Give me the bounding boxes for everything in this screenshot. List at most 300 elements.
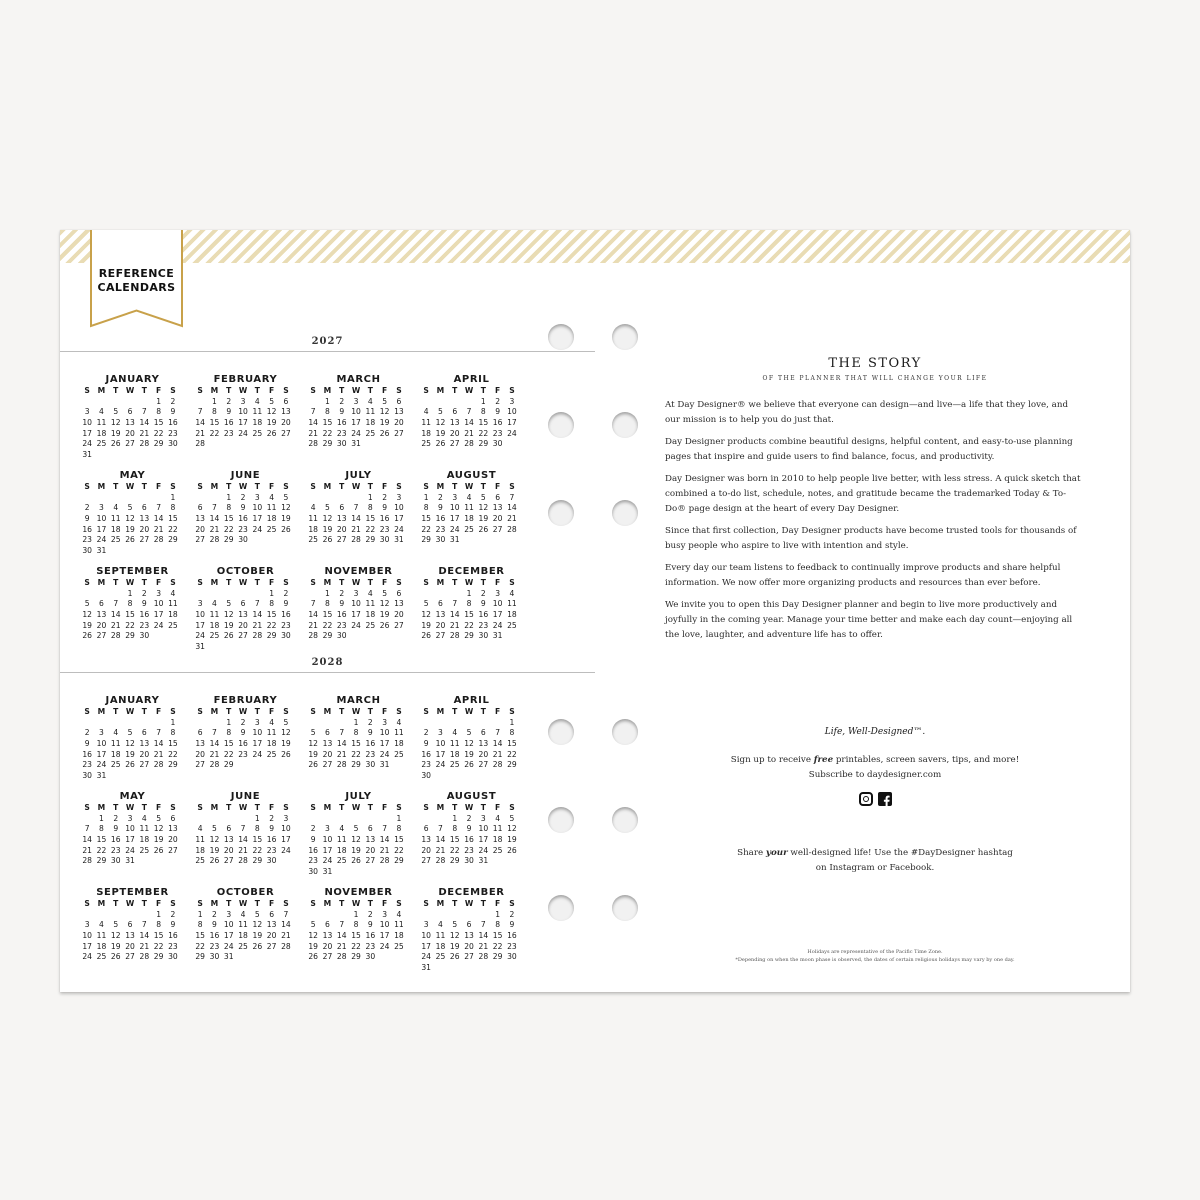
day-cell: 5 (325, 503, 330, 513)
day-cell: 16 (336, 610, 347, 620)
day-cell: 21 (209, 749, 220, 759)
day-cell (306, 589, 320, 600)
week-row (80, 599, 185, 610)
day-cell: 1 (197, 909, 203, 919)
weekday-label: M (323, 803, 332, 812)
week-row (193, 931, 298, 942)
day-cell: 14 (139, 931, 150, 941)
day-cell (335, 814, 349, 825)
month-name: FEBRUARY (213, 374, 278, 385)
day-cell: 27 (125, 439, 135, 449)
day-cell (80, 910, 94, 921)
binder-hole (612, 807, 638, 833)
day-cell: 9 (269, 824, 275, 834)
day-cell (137, 718, 151, 729)
weekday-label: F (269, 707, 275, 716)
year-divider (60, 672, 595, 673)
day-cell: 7 (495, 728, 501, 738)
subscribe-link[interactable]: Subscribe to daydesigner.com (808, 770, 942, 780)
month-name: MARCH (336, 695, 381, 706)
month-june (193, 790, 298, 867)
day-cell: 23 (464, 845, 474, 855)
day-cell: 22 (266, 620, 277, 630)
day-cell: 15 (195, 931, 205, 941)
month-name: APRIL (453, 374, 490, 385)
weekday-label: W (125, 707, 135, 716)
day-cell: 16 (266, 835, 277, 845)
week-row (193, 631, 298, 642)
weekday-label: S (509, 707, 515, 716)
day-cell: 23 (168, 428, 178, 438)
day-cell: 1 (156, 396, 162, 406)
weekday-header-row (193, 899, 298, 910)
day-cell: 12 (82, 610, 92, 620)
week-row (306, 835, 411, 846)
day-cell: 13 (336, 514, 347, 524)
weekday-label: T (339, 578, 345, 587)
day-cell: 13 (464, 931, 474, 941)
day-cell (250, 760, 264, 771)
day-cell: 29 (394, 856, 404, 866)
day-cell: 6 (396, 588, 402, 598)
week-row (193, 846, 298, 857)
weekday-label: S (197, 707, 203, 716)
week-row (419, 418, 524, 429)
day-cell: 12 (464, 739, 474, 749)
weekday-label: T (226, 482, 232, 491)
day-cell: 24 (252, 524, 263, 534)
day-cell (236, 952, 250, 963)
day-cell: 22 (209, 428, 220, 438)
day-cell (123, 546, 137, 557)
weekday-label: W (464, 707, 474, 716)
day-cell: 9 (84, 739, 90, 749)
day-cell (377, 952, 391, 963)
day-cell: 29 (351, 952, 361, 962)
week-row (306, 439, 411, 450)
day-cell: 31 (379, 760, 390, 770)
weekday-label: M (97, 803, 106, 812)
month-march (306, 694, 411, 771)
day-cell (505, 771, 519, 782)
month-name: APRIL (453, 695, 490, 706)
day-cell (123, 771, 137, 782)
day-cell: 22 (492, 941, 503, 951)
day-cell: 5 (113, 920, 119, 930)
footnote-line1: Holidays are representative of the Pacific Time Zone. (807, 949, 943, 955)
day-cell: 8 (99, 824, 104, 834)
day-cell: 24 (478, 845, 489, 855)
weekday-label: T (226, 386, 232, 395)
day-cell: 19 (266, 418, 277, 428)
day-cell: 21 (238, 845, 248, 855)
instagram-icon[interactable] (859, 792, 873, 806)
day-cell: 24 (507, 428, 517, 438)
day-cell: 19 (82, 620, 92, 630)
day-cell: 12 (110, 931, 121, 941)
day-cell: 9 (509, 920, 515, 930)
month-september (80, 565, 185, 642)
day-cell: 30 (82, 771, 92, 781)
month-name: JULY (345, 791, 372, 802)
day-cell: 26 (110, 952, 121, 962)
weekday-label: T (226, 803, 232, 812)
day-cell: 17 (252, 514, 263, 524)
day-cell: 10 (449, 503, 460, 513)
day-cell: 13 (266, 920, 277, 930)
day-cell (377, 439, 391, 450)
weekday-label: F (382, 578, 388, 587)
day-cell: 12 (308, 739, 318, 749)
week-row (80, 589, 185, 600)
week-row (80, 535, 185, 546)
day-cell: 15 (507, 739, 517, 749)
week-row (80, 739, 185, 750)
day-cell: 18 (394, 931, 404, 941)
day-cell: 17 (238, 418, 248, 428)
day-cell: 20 (195, 749, 205, 759)
day-cell: 29 (492, 952, 503, 962)
week-row (306, 610, 411, 621)
day-cell: 28 (379, 856, 390, 866)
day-cell: 26 (478, 524, 489, 534)
weekday-header-row (306, 578, 411, 589)
day-cell: 16 (238, 514, 248, 524)
day-cell: 17 (478, 835, 489, 845)
day-cell (377, 814, 391, 825)
day-cell: 15 (96, 835, 107, 845)
day-cell: 17 (125, 835, 135, 845)
day-cell: 6 (423, 824, 429, 834)
day-cell: 10 (421, 931, 431, 941)
day-cell: 5 (127, 503, 133, 513)
day-cell: 17 (153, 610, 164, 620)
day-cell (166, 771, 180, 782)
day-cell: 22 (223, 749, 234, 759)
day-cell: 25 (110, 760, 121, 770)
weekday-label: S (84, 578, 90, 587)
day-cell: 2 (170, 396, 176, 406)
day-cell (392, 760, 406, 771)
weekday-label: T (141, 803, 147, 812)
day-cell: 27 (168, 845, 178, 855)
day-cell: 28 (464, 439, 474, 449)
day-cell: 23 (82, 760, 92, 770)
day-cell (151, 718, 165, 729)
week-row (306, 920, 411, 931)
day-cell: 14 (82, 835, 92, 845)
weekday-label: T (480, 803, 486, 812)
day-cell: 6 (197, 503, 203, 513)
day-cell (109, 450, 123, 461)
week-row (419, 750, 524, 761)
day-cell (222, 642, 236, 653)
week-row (419, 931, 524, 942)
weekday-label: W (464, 386, 474, 395)
day-cell: 15 (464, 610, 474, 620)
week-row (80, 407, 185, 418)
weekday-label: S (170, 803, 176, 812)
day-cell: 28 (238, 856, 248, 866)
day-cell (279, 952, 293, 963)
day-cell: 24 (435, 760, 446, 770)
weekday-label: T (141, 482, 147, 491)
day-cell (109, 493, 123, 504)
weekday-label: S (170, 386, 176, 395)
weekday-label: S (84, 899, 90, 908)
day-cell: 23 (435, 524, 446, 534)
weekday-label: F (156, 803, 162, 812)
day-cell (137, 856, 151, 867)
day-cell (109, 910, 123, 921)
day-cell: 29 (153, 439, 164, 449)
day-cell: 31 (351, 439, 361, 449)
day-cell: 15 (168, 739, 178, 749)
weekday-label: T (452, 578, 458, 587)
week-row (193, 814, 298, 825)
day-cell: 8 (156, 920, 162, 930)
day-cell: 14 (238, 835, 248, 845)
day-cell: 17 (507, 418, 517, 428)
day-cell: 6 (283, 396, 289, 406)
share-post: well-designed life! Use the #DayDesigner hashtag (787, 848, 1013, 858)
day-cell: 29 (322, 439, 333, 449)
weekday-label: T (480, 386, 486, 395)
facebook-icon[interactable] (878, 792, 892, 806)
day-cell: 17 (351, 610, 361, 620)
week-row (419, 589, 524, 600)
day-cell: 3 (127, 813, 133, 823)
month-name: JUNE (230, 791, 261, 802)
day-cell: 20 (322, 941, 333, 951)
day-cell: 8 (466, 599, 472, 609)
day-cell: 18 (449, 749, 460, 759)
day-cell: 14 (308, 418, 318, 428)
month-name: MAY (119, 791, 146, 802)
weekday-label: T (141, 578, 147, 587)
day-cell: 3 (353, 396, 359, 406)
week-row (419, 856, 524, 867)
day-cell: 4 (396, 909, 402, 919)
day-cell: 20 (394, 610, 404, 620)
day-cell (123, 718, 137, 729)
week-row (80, 610, 185, 621)
day-cell (279, 856, 293, 867)
day-cell: 7 (480, 920, 486, 930)
weekday-label: T (141, 899, 147, 908)
day-cell: 2 (212, 909, 217, 919)
day-cell: 14 (351, 514, 361, 524)
weekday-label: T (367, 899, 373, 908)
day-cell: 6 (396, 396, 402, 406)
day-cell: 19 (421, 620, 431, 630)
day-cell: 28 (336, 760, 347, 770)
day-cell (306, 910, 320, 921)
week-row (80, 750, 185, 761)
day-cell: 10 (351, 599, 361, 609)
day-cell (448, 718, 462, 729)
week-row (80, 835, 185, 846)
day-cell (207, 589, 221, 600)
day-cell (419, 910, 433, 921)
month-name: SEPTEMBER (96, 887, 169, 898)
day-cell: 23 (82, 535, 92, 545)
day-cell: 7 (353, 503, 359, 513)
day-cell: 30 (435, 535, 446, 545)
day-cell: 14 (209, 739, 220, 749)
day-cell (279, 439, 293, 450)
day-cell: 23 (139, 620, 150, 630)
day-cell: 5 (480, 492, 486, 502)
weekday-label: M (436, 578, 445, 587)
week-row (80, 621, 185, 632)
day-cell: 12 (322, 514, 333, 524)
story-paragraph: We invite you to open this Day Designer planner and begin to live more productively and joyfully in the coming year. Manage your time better and make each day count—enjoying all the love, laughter, and adventure life has to offer. (665, 600, 1073, 640)
day-cell: 26 (252, 941, 263, 951)
weekday-label: M (97, 578, 106, 587)
week-row (306, 718, 411, 729)
day-cell: 29 (168, 535, 178, 545)
weekday-header-row (80, 803, 185, 814)
day-cell: 9 (113, 824, 119, 834)
week-row (80, 631, 185, 642)
day-cell (419, 397, 433, 408)
day-cell: 12 (125, 739, 135, 749)
day-cell: 19 (125, 524, 135, 534)
month-name: AUGUST (446, 470, 497, 481)
day-cell (433, 771, 447, 782)
week-row (193, 952, 298, 963)
day-cell: 30 (238, 535, 248, 545)
day-cell: 15 (478, 418, 489, 428)
weekday-label: S (283, 578, 289, 587)
day-cell: 15 (223, 739, 234, 749)
day-cell: 10 (82, 931, 92, 941)
day-cell: 3 (99, 728, 104, 738)
day-cell (236, 589, 250, 600)
day-cell: 19 (110, 428, 121, 438)
day-cell: 22 (421, 524, 431, 534)
day-cell (505, 631, 519, 642)
day-cell: 12 (379, 599, 390, 609)
day-cell: 4 (212, 599, 217, 609)
day-cell: 25 (492, 845, 503, 855)
day-cell: 16 (464, 835, 474, 845)
day-cell: 2 (466, 813, 472, 823)
day-cell: 5 (423, 599, 429, 609)
day-cell: 18 (435, 941, 446, 951)
day-cell (109, 397, 123, 408)
weekday-label: S (197, 482, 203, 491)
share-text (665, 846, 1085, 876)
day-cell: 23 (365, 749, 376, 759)
binder-hole (612, 719, 638, 745)
day-cell: 12 (478, 503, 489, 513)
week-row (306, 493, 411, 504)
day-cell (419, 718, 433, 729)
day-cell (137, 546, 151, 557)
day-cell (109, 771, 123, 782)
weekday-label: W (351, 578, 361, 587)
day-cell (94, 397, 108, 408)
day-cell (250, 952, 264, 963)
weekday-label: M (97, 386, 106, 395)
week-row (419, 429, 524, 440)
weekday-label: M (210, 707, 219, 716)
day-cell: 31 (394, 535, 404, 545)
month-december (419, 886, 524, 974)
day-cell: 2 (367, 909, 373, 919)
day-cell: 3 (452, 492, 458, 502)
weekday-label: M (436, 707, 445, 716)
day-cell: 29 (365, 535, 376, 545)
tagline: Life, Well-Designed™. (824, 727, 926, 737)
weekday-label: T (113, 578, 119, 587)
day-cell: 26 (435, 439, 446, 449)
weekday-label: S (197, 578, 203, 587)
day-cell: 21 (281, 931, 291, 941)
month-name: NOVEMBER (324, 566, 393, 577)
day-cell (109, 718, 123, 729)
day-cell: 1 (226, 717, 232, 727)
day-cell: 20 (464, 941, 474, 951)
week-row (193, 514, 298, 525)
day-cell: 26 (351, 856, 361, 866)
day-cell: 26 (379, 620, 390, 630)
day-cell: 19 (379, 610, 390, 620)
day-cell: 24 (96, 760, 107, 770)
day-cell: 25 (394, 749, 404, 759)
day-cell: 5 (254, 909, 260, 919)
day-cell: 19 (308, 749, 318, 759)
day-cell: 7 (197, 407, 203, 417)
month-name: JANUARY (105, 374, 160, 385)
day-cell: 1 (466, 588, 472, 598)
day-cell: 11 (96, 931, 107, 941)
story-paragraph: At Day Designer® we believe that everyone can design—and live—a life that they love, and our mission is to help you do just that. (665, 400, 1069, 425)
day-cell: 4 (466, 492, 472, 502)
day-cell: 22 (365, 524, 376, 534)
day-cell: 12 (266, 407, 277, 417)
month-name: JANUARY (105, 695, 160, 706)
week-row (80, 718, 185, 729)
day-cell: 22 (322, 428, 333, 438)
month-march (306, 373, 411, 450)
day-cell: 20 (238, 620, 248, 630)
day-cell: 29 (223, 535, 234, 545)
day-cell: 3 (254, 717, 260, 727)
day-cell (377, 631, 391, 642)
week-row (193, 942, 298, 953)
day-cell: 16 (435, 514, 446, 524)
day-cell: 13 (223, 835, 234, 845)
day-cell: 11 (266, 728, 277, 738)
day-cell: 13 (435, 610, 446, 620)
day-cell (490, 771, 504, 782)
day-cell (279, 535, 293, 546)
weekday-label: S (396, 803, 402, 812)
weekday-header-row (193, 386, 298, 397)
day-cell: 5 (382, 396, 388, 406)
day-cell: 30 (478, 631, 489, 641)
day-cell: 5 (127, 728, 133, 738)
day-cell: 30 (464, 856, 474, 866)
day-cell: 29 (168, 760, 178, 770)
day-cell: 6 (226, 824, 232, 834)
day-cell: 24 (394, 524, 404, 534)
day-cell: 11 (449, 739, 460, 749)
day-cell: 2 (240, 717, 246, 727)
